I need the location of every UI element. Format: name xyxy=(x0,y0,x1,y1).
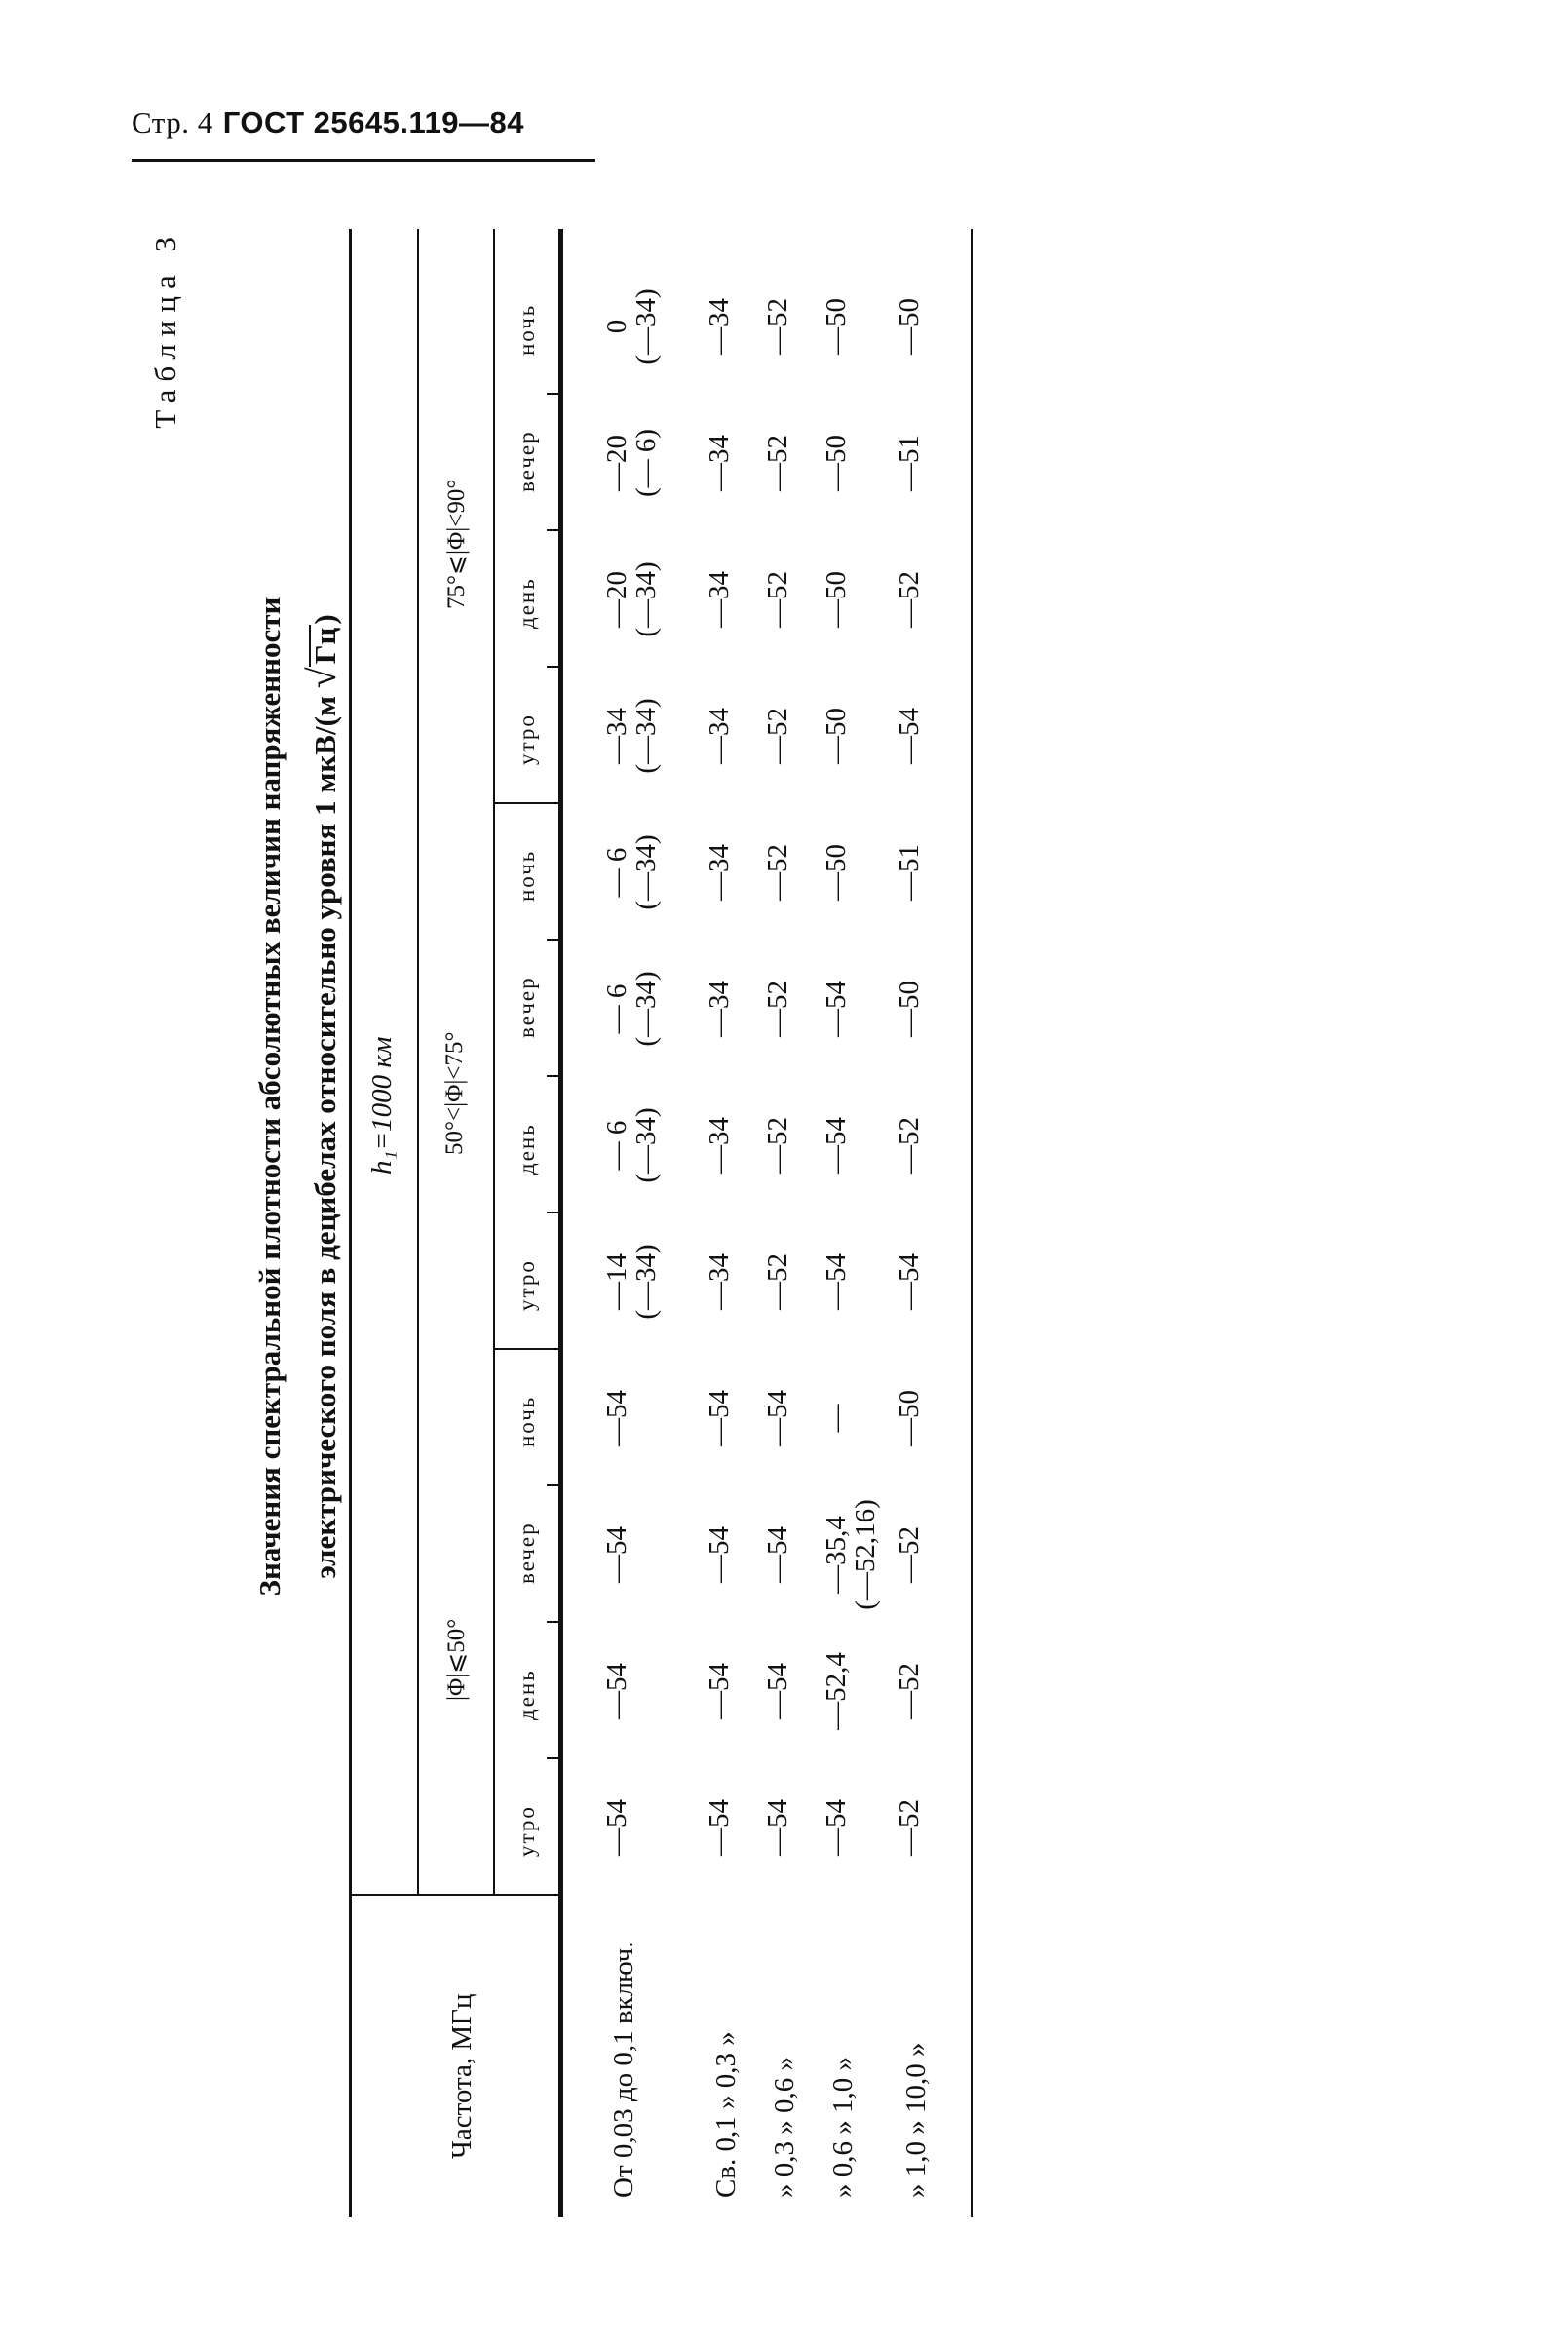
table-cell xyxy=(822,804,851,941)
time-header: день xyxy=(515,1123,539,1174)
table-cell xyxy=(763,941,792,1077)
cell-value: —52 xyxy=(762,435,793,491)
time-header: утро xyxy=(515,1259,539,1311)
cell-value: —50 xyxy=(821,708,852,764)
title-line-2: электрического поля в децибелах относительно уровня 1 мкВ/(м √Гц) xyxy=(300,614,344,1579)
table-cell xyxy=(763,1213,792,1350)
table-cell xyxy=(822,1486,880,1623)
cell-value: —54 xyxy=(601,1799,632,1856)
cell-value: —54 xyxy=(821,1117,852,1174)
time-header: день xyxy=(515,1669,539,1720)
cell-value: —54 xyxy=(821,981,852,1037)
table-top-rule xyxy=(349,229,352,2217)
table-row-freq: » 1,0 » 10,0 » xyxy=(900,2042,932,2198)
cell-value: —52 xyxy=(762,571,793,628)
cell-value: (—34) xyxy=(631,1244,662,1320)
table-cell xyxy=(705,1759,734,1896)
cell-value: —54 xyxy=(821,1799,852,1856)
table-cell xyxy=(602,1350,631,1486)
table-cell xyxy=(763,395,792,531)
table-cell xyxy=(895,395,924,531)
title-line-2-prefix: электрического поля в децибелах относительно уровня 1 мкВ/(м xyxy=(308,695,342,1579)
cell-value: (—34) xyxy=(631,1107,662,1183)
table-label: Таблица 3 xyxy=(148,229,182,429)
table-cell xyxy=(602,395,661,531)
table-cell xyxy=(705,1623,734,1759)
height-header: h₁=1000 км xyxy=(366,1036,398,1174)
table-cell xyxy=(822,1077,851,1213)
table-cell xyxy=(602,668,661,804)
cell-value: —54 xyxy=(762,1526,793,1583)
table-cell xyxy=(602,1759,631,1896)
table-cell xyxy=(602,1077,661,1213)
table-cell xyxy=(705,1213,734,1350)
cell-value: —52 xyxy=(894,571,925,628)
cell-value: —52 xyxy=(762,1253,793,1310)
table-cell xyxy=(822,1213,851,1350)
cell-value: —34 xyxy=(704,981,735,1037)
time-divider-rule xyxy=(547,1484,558,1486)
cell-value: —34 xyxy=(704,571,735,628)
table-cell xyxy=(602,1623,631,1759)
cell-value: —34 xyxy=(704,708,735,764)
freq-column-rule xyxy=(349,1894,558,1896)
cell-value: —52 xyxy=(762,981,793,1037)
cell-value: —54 xyxy=(762,1799,793,1856)
table-cell xyxy=(602,258,661,395)
table-cell xyxy=(763,1077,792,1213)
table-cell xyxy=(895,1077,924,1213)
table-cell xyxy=(895,804,924,941)
cell-value: —52 xyxy=(894,1526,925,1583)
cell-value: —20 xyxy=(601,435,632,491)
cell-value: —54 xyxy=(704,1390,735,1446)
table-cell xyxy=(705,1077,734,1213)
table-cell xyxy=(895,1486,924,1623)
table-title xyxy=(244,327,352,1867)
table-cell xyxy=(822,1350,851,1486)
table-cell xyxy=(895,1213,924,1350)
table-cell xyxy=(705,1486,734,1623)
table-cell xyxy=(705,395,734,531)
time-header: вечер xyxy=(515,430,539,492)
time-header: вечер xyxy=(515,1521,539,1584)
page-header xyxy=(132,105,524,140)
table-cell xyxy=(822,531,851,668)
cell-value: — 6 xyxy=(601,983,632,1034)
standard-code: ГОСТ 25645.119—84 xyxy=(222,105,524,139)
table-cell xyxy=(822,941,851,1077)
table-row-freq: » 0,6 » 1,0 » xyxy=(827,2057,859,2198)
cell-value: —34 xyxy=(704,298,735,355)
table-cell xyxy=(763,668,792,804)
table-cell xyxy=(705,668,734,804)
rotated-table-sheet xyxy=(136,229,984,2217)
cell-value: —50 xyxy=(821,435,852,491)
cell-value: —34 xyxy=(704,1253,735,1310)
table-row-freq: » 0,3 » 0,6 » xyxy=(769,2057,800,2198)
table-cell xyxy=(763,804,792,941)
table-cell xyxy=(822,258,851,395)
cell-value: —52,4 xyxy=(821,1652,852,1730)
table-cell xyxy=(602,804,661,941)
cell-value: —50 xyxy=(821,571,852,628)
table-cell xyxy=(763,1350,792,1486)
table-cell xyxy=(822,395,851,531)
cell-value: —54 xyxy=(894,1253,925,1310)
title-unit-root: Гц xyxy=(309,625,340,668)
cell-value: (—34) xyxy=(631,289,662,365)
cell-value: (—34) xyxy=(631,698,662,774)
cell-value: —54 xyxy=(601,1390,632,1446)
table-cell xyxy=(895,1759,924,1896)
time-divider-rule xyxy=(547,1757,558,1759)
time-divider-rule xyxy=(547,1075,558,1077)
cell-value: —34 xyxy=(601,708,632,764)
cell-value: —50 xyxy=(821,298,852,355)
title-line-2-suffix: ) xyxy=(308,614,342,625)
cell-value: —34 xyxy=(704,435,735,491)
group-header: 50°<|Φ|<75° xyxy=(441,1031,468,1155)
cell-value: —51 xyxy=(894,844,925,901)
cell-value: —34 xyxy=(704,1117,735,1174)
cell-value: —52 xyxy=(762,298,793,355)
time-divider-rule xyxy=(547,1212,558,1213)
group-header-rule xyxy=(493,229,495,1896)
table-cell xyxy=(705,531,734,668)
cell-value: —50 xyxy=(894,298,925,355)
table-cell xyxy=(602,531,661,668)
time-divider-rule xyxy=(547,393,558,395)
table-cell xyxy=(822,1759,851,1896)
cell-value: —52 xyxy=(762,708,793,764)
title-line-1: Значения спектральной плотности абсолютных величин напряженности xyxy=(252,597,287,1597)
time-divider-rule xyxy=(547,939,558,941)
time-divider-rule xyxy=(547,529,558,531)
cell-value: —54 xyxy=(601,1526,632,1583)
table-cell xyxy=(895,941,924,1077)
page-number: Стр. 4 xyxy=(132,105,213,139)
cell-value: —54 xyxy=(894,708,925,764)
table-cell xyxy=(763,1623,792,1759)
group-header: |Φ|⩽50° xyxy=(443,1618,470,1701)
header-body-rule xyxy=(558,229,563,2217)
table-cell xyxy=(602,1486,631,1623)
table-cell xyxy=(763,1486,792,1623)
header-rule xyxy=(132,159,595,162)
cell-value: —51 xyxy=(894,435,925,491)
data-table xyxy=(349,229,973,2217)
time-header: вечер xyxy=(515,976,539,1038)
cell-value: —54 xyxy=(704,1663,735,1719)
table-cell xyxy=(822,668,851,804)
cell-value: (—52,16) xyxy=(850,1499,881,1610)
table-cell xyxy=(705,941,734,1077)
cell-value: —54 xyxy=(762,1390,793,1446)
cell-value: (— 6) xyxy=(631,428,662,498)
time-header: ночь xyxy=(515,303,539,356)
time-header: утро xyxy=(515,1805,539,1857)
time-header: утро xyxy=(515,713,539,765)
cell-value: — 6 xyxy=(601,847,632,898)
cell-value: —35,4 xyxy=(821,1516,852,1594)
cell-value: — xyxy=(821,1404,852,1433)
time-header: день xyxy=(515,577,539,629)
cell-value: —50 xyxy=(894,981,925,1037)
table-row-freq: Св. 0,1 » 0,3 » xyxy=(710,2031,742,2198)
table-cell xyxy=(895,531,924,668)
table-row-freq: От 0,03 до 0,1 включ. xyxy=(608,1941,639,2198)
cell-value: —54 xyxy=(601,1663,632,1719)
table-bottom-rule xyxy=(971,229,973,2217)
cell-value: —52 xyxy=(762,1117,793,1174)
cell-value: —54 xyxy=(762,1663,793,1719)
group-divider-rule xyxy=(493,802,558,804)
table-cell xyxy=(602,941,661,1077)
time-header: ночь xyxy=(515,1395,539,1447)
cell-value: (—34) xyxy=(631,971,662,1047)
freq-header: Частота, МГц xyxy=(446,1993,478,2159)
table-cell xyxy=(705,1350,734,1486)
time-divider-rule xyxy=(547,666,558,668)
table-cell xyxy=(763,1759,792,1896)
cell-value: —52 xyxy=(762,844,793,901)
cell-value: —34 xyxy=(704,844,735,901)
cell-value: —52 xyxy=(894,1663,925,1719)
cell-value: —52 xyxy=(894,1799,925,1856)
table-cell xyxy=(895,258,924,395)
table-cell xyxy=(763,531,792,668)
cell-value: —52 xyxy=(894,1117,925,1174)
cell-value: —14 xyxy=(601,1253,632,1310)
cell-value: —54 xyxy=(821,1253,852,1310)
group-divider-rule xyxy=(493,1348,558,1350)
group-header: 75°⩽|Φ|<90° xyxy=(443,479,470,609)
cell-value: —54 xyxy=(704,1799,735,1856)
cell-value: (—34) xyxy=(631,834,662,910)
table-cell xyxy=(763,258,792,395)
table-cell xyxy=(705,258,734,395)
time-divider-rule xyxy=(547,1621,558,1623)
cell-value: — 6 xyxy=(601,1120,632,1171)
cell-value: —50 xyxy=(821,844,852,901)
table-cell xyxy=(895,668,924,804)
table-cell xyxy=(895,1350,924,1486)
table-cell xyxy=(895,1623,924,1759)
table-cell xyxy=(602,1213,661,1350)
cell-value: (—34) xyxy=(631,561,662,637)
table-cell xyxy=(822,1623,851,1759)
cell-value: —54 xyxy=(704,1526,735,1583)
height-header-rule xyxy=(417,229,419,1896)
cell-value: —20 xyxy=(601,571,632,628)
cell-value: —50 xyxy=(894,1390,925,1446)
table-cell xyxy=(705,804,734,941)
time-header: ночь xyxy=(515,849,539,902)
cell-value: 0 xyxy=(601,319,632,334)
